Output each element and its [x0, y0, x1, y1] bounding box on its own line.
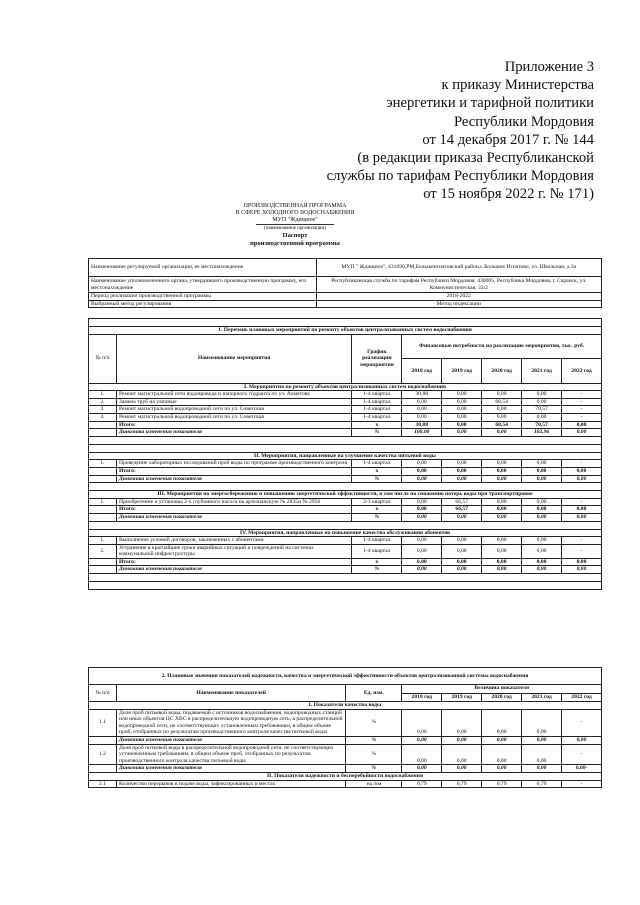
passport-label: Наименование регулируемой организации, ее местонахождение	[89, 259, 317, 277]
col-value: Величина показателя	[402, 685, 602, 694]
organization-caption: (наименование организации)	[264, 226, 326, 231]
value-cell: 0,00	[522, 513, 562, 521]
value-cell: 0,00	[562, 475, 602, 483]
value-cell: 0,00	[522, 544, 562, 558]
value-cell: 0,00	[562, 467, 602, 475]
header-line: от 14 декабря 2017 г. № 144	[422, 131, 594, 148]
value-cell: 0,00	[442, 709, 482, 736]
row-number: 1.	[89, 460, 117, 468]
header-line: от 15 ноября 2022 г. № 171)	[423, 186, 594, 203]
value-cell: 0,79	[482, 780, 522, 788]
value-cell: 0,00	[562, 566, 602, 574]
value-cell: 0,00	[562, 429, 602, 437]
value-cell: 0,00	[482, 406, 522, 414]
value-cell: 68,54	[482, 421, 522, 429]
value-cell: 0,00	[402, 413, 442, 421]
passport-value: Республиканская служба по тарифам Республики Мордовия, 430005, Республика Мордовия, г. Саранск, ул. Коммунистическая, 33/2	[316, 277, 601, 293]
value-cell: 0,00	[482, 544, 522, 558]
value-cell: 0,00	[442, 744, 482, 765]
unit: ед./км	[346, 780, 402, 788]
measure-name: Приобретение и установка 2-х глубинного насоса на артезианскую № 2835и № 2956	[116, 498, 351, 506]
passport-title: Паспорт	[282, 232, 308, 239]
value-cell: 0,00	[482, 413, 522, 421]
dynamics-row	[89, 429, 602, 437]
value-cell: 0,00	[522, 506, 562, 514]
dynamics-label: Динамика изменения показателя	[116, 513, 351, 521]
col-number: № п/п	[89, 334, 117, 383]
value-cell: 0,00	[522, 558, 562, 566]
value-cell: 30,88	[402, 421, 442, 429]
value-cell: 0,00	[522, 391, 562, 399]
dynamics-unit: %	[346, 765, 402, 773]
total-row	[89, 506, 602, 514]
total-label: Итого:	[116, 421, 351, 429]
year-header: 2018 год	[402, 693, 442, 702]
total-unit: х	[352, 421, 402, 429]
value-cell: 0,00	[522, 765, 562, 773]
measure-name: Ремонт магистральной водопроводной сети по ул. Советская	[116, 406, 351, 414]
organization-name: МУП "Ждищное"	[256, 217, 334, 225]
table-row	[89, 460, 602, 468]
value-cell: 0,00	[522, 537, 562, 545]
passport-row	[89, 277, 602, 293]
indicator-name: Количество перерывов в подаче воды, зафиксированных в местах	[116, 780, 345, 788]
value-cell: 0,00	[562, 506, 602, 514]
value-cell: 0,00	[402, 513, 442, 521]
value-cell: 0,00	[442, 544, 482, 558]
total-row	[89, 467, 602, 475]
section-title: IV. Мероприятия, направленные на повышение качества обслуживания абонентов	[89, 529, 602, 537]
value-cell: 0,00	[562, 736, 602, 744]
value-cell: 0,00	[482, 537, 522, 545]
value-cell: 0,00	[482, 506, 522, 514]
section-title: II. Мероприятия, направленные на улучшение качества питьевой воды	[89, 452, 602, 460]
total-label: Итого:	[116, 506, 351, 514]
value-cell: -	[562, 413, 602, 421]
indicators-table	[88, 667, 602, 788]
dynamics-row	[89, 765, 602, 773]
value-cell: 0,00	[482, 429, 522, 437]
value-cell: 0,00	[522, 498, 562, 506]
value-cell: -	[562, 460, 602, 468]
value-cell: 70,57	[522, 406, 562, 414]
value-cell: 0,00	[402, 398, 442, 406]
value-cell: -	[562, 744, 602, 765]
schedule: 1-4 квартал	[352, 537, 402, 545]
value-cell: 0,00	[402, 537, 442, 545]
value-cell: 0,00	[402, 566, 442, 574]
col-schedule: График реализации мероприятия	[352, 334, 402, 383]
value-cell: 0,00	[402, 498, 442, 506]
section-title: III. Мероприятия по энергосбережению и повышению энергетической эффективности, в том числе по снижению потерь воды при транспортировке	[89, 491, 602, 499]
value-cell: 0,00	[482, 736, 522, 744]
part1-title: 1. Перечень плановых мероприятий по ремонту объектов централизованных систем водоснабжения	[89, 327, 602, 335]
schedule: 1-4 квартал	[352, 544, 402, 558]
passport-row	[89, 293, 602, 301]
dynamics-row	[89, 736, 602, 744]
value-cell: -	[562, 537, 602, 545]
value-cell: 0,00	[522, 736, 562, 744]
total-row	[89, 558, 602, 566]
value-cell: 0,00	[442, 467, 482, 475]
year-header: 2020 год	[482, 693, 522, 702]
table-row	[89, 709, 602, 736]
value-cell: 0,00	[522, 709, 562, 736]
dynamics-unit: %	[352, 566, 402, 574]
value-cell: 0,00	[482, 513, 522, 521]
value-cell: 0,00	[482, 498, 522, 506]
schedule: 1-4 квартал	[352, 406, 402, 414]
row-number: 1.1	[89, 709, 117, 736]
value-cell: 0,00	[442, 429, 482, 437]
value-cell: 0,00	[402, 765, 442, 773]
value-cell: 0,00	[522, 398, 562, 406]
header-line: энергетики и тарифной политики	[386, 95, 594, 112]
table-row	[89, 537, 602, 545]
value-cell: 0,00	[402, 709, 442, 736]
value-cell: 0,00	[522, 413, 562, 421]
row-number: 1.	[89, 498, 117, 506]
passport-row	[89, 259, 602, 277]
passport-label: Период реализации производственной программы	[89, 293, 317, 301]
value-cell: 0,00	[482, 467, 522, 475]
value-cell: 0,00	[442, 475, 482, 483]
total-row	[89, 421, 602, 429]
measure-name: Выполнение условий договоров, заключенных с абонентами	[116, 537, 351, 545]
value-cell: 0,00	[402, 467, 442, 475]
value-cell: 0,00-	[562, 765, 602, 773]
value-cell: 0,00	[442, 765, 482, 773]
value-cell: 0,00	[562, 421, 602, 429]
year-header: 2022 год	[562, 359, 602, 384]
col-number: № п/п	[89, 685, 117, 702]
value-cell: 0,00	[482, 558, 522, 566]
col-indicator-name: Наименование показателей	[116, 685, 345, 702]
value-cell: -	[562, 709, 602, 736]
value-cell: -	[562, 391, 602, 399]
value-cell: 0,00	[522, 475, 562, 483]
value-cell: -	[562, 780, 602, 788]
table-row	[89, 780, 602, 788]
passport-label: Выбранный метод регулирования	[89, 300, 317, 308]
row-number: 4.	[89, 413, 117, 421]
table-row	[89, 544, 602, 558]
value-cell: 0,79	[402, 780, 442, 788]
value-cell: -	[562, 398, 602, 406]
value-cell: 0,00	[442, 398, 482, 406]
value-cell: 0,00	[442, 566, 482, 574]
value-cell: 70,57	[522, 421, 562, 429]
value-cell: 0,79	[522, 780, 562, 788]
row-number: 1.	[89, 391, 117, 399]
year-header: 2022 год	[562, 693, 602, 702]
value-cell: 0,00	[442, 406, 482, 414]
value-cell: 0,00	[482, 765, 522, 773]
value-cell: 30,88	[402, 391, 442, 399]
schedule: 1-4 квартал	[352, 413, 402, 421]
value-cell: 0,00	[482, 566, 522, 574]
header-line: Республики Мордовия	[453, 113, 594, 130]
dynamics-unit: %	[352, 513, 402, 521]
measure-name: Замена труб на уличные	[116, 398, 351, 406]
passport-value: МУП " Ждищное", 431690,РМ,Большеигнатовский район,с.Большое Игнатово, ул. Школьная, д.3а	[316, 259, 601, 277]
table-row	[89, 413, 602, 421]
table-row	[89, 406, 602, 414]
year-header: 2019 год	[442, 359, 482, 384]
value-cell: 66,57	[442, 498, 482, 506]
header-line: к приказу Министерства	[441, 77, 594, 94]
dynamics-unit: %	[352, 475, 402, 483]
section-title: I. Мероприятия по ремонту объектов централизованных систем водоснабжения	[89, 383, 602, 391]
header-line: (в редакции приказа Республиканской	[357, 150, 594, 167]
value-cell: 0,00	[402, 558, 442, 566]
unit: %	[346, 709, 402, 736]
value-cell: -	[562, 498, 602, 506]
value-cell: 0,00	[442, 391, 482, 399]
value-cell: 0,00	[562, 558, 602, 566]
row-number: 1.2	[89, 744, 117, 765]
part2-title: 2. Плановые значения показателей надежности, качества и энергетической эффективности объектов централизованной системы водоснабжения	[89, 668, 602, 685]
total-unit: х	[352, 467, 402, 475]
value-cell: 68,54	[482, 398, 522, 406]
passport-value: 2018-2022	[316, 293, 601, 301]
value-cell: 0,00	[442, 736, 482, 744]
section-title: II. Показатели надежности и бесперебойности водоснабжения	[89, 772, 602, 780]
dynamics-unit: %	[346, 736, 402, 744]
unit: %	[346, 744, 402, 765]
passport-label: Наименование уполномоченного органа, утвердившего производственную программу, его местонахождение	[89, 277, 317, 293]
program-title-line: В СФЕРЕ ХОЛОДНОГО ВОДОСНАБЖЕНИЯ	[235, 210, 355, 216]
value-cell: 0,00	[402, 544, 442, 558]
indicator-name: Доля проб питьевой воды, подаваемой с источников водоснабжения, водопроводных станций или иных объектов ЦС ХВС в распределительную водопроводную сеть, в распределительной водопроводной сети, не соответствующих установленным требованиям, в общем объеме проб, отобранных по результатам производственного контроля качества питьевой воды	[116, 709, 345, 736]
value-cell: 0,00	[482, 475, 522, 483]
year-header: 2019 год	[442, 693, 482, 702]
dynamics-label: Динамика изменения показателя	[116, 475, 351, 483]
value-cell: 0,00	[402, 736, 442, 744]
year-header: 2021 год	[522, 693, 562, 702]
dynamics-label: Динамика изменения показателя	[116, 566, 351, 574]
value-cell: 0,00	[522, 744, 562, 765]
measure-name: Ремонт магистральной сети водопровода и напорного гидранта по ул. Ахметова	[116, 391, 351, 399]
value-cell: 0,00	[402, 460, 442, 468]
dynamics-row	[89, 475, 602, 483]
total-unit: х	[352, 506, 402, 514]
row-number: 2.1	[89, 780, 117, 788]
value-cell: 0,00	[402, 506, 442, 514]
table-row	[89, 391, 602, 399]
total-label: Итого:	[116, 558, 351, 566]
row-number: 1.	[89, 537, 117, 545]
value-cell: 0,00	[402, 475, 442, 483]
section-title: I. Показатели качества воды	[89, 702, 602, 710]
value-cell: 0,00	[482, 460, 522, 468]
program-title-line: ПРОИЗВОДСТВЕННАЯ ПРОГРАММА	[243, 203, 347, 209]
passport-row	[89, 300, 602, 308]
passport-subtitle: производственной программы	[250, 240, 340, 247]
appendix-header	[274, 58, 594, 204]
value-cell: 0,00	[442, 413, 482, 421]
value-cell: 0,00	[442, 513, 482, 521]
total-unit: х	[352, 558, 402, 566]
header-line: Приложение 3	[504, 59, 594, 75]
value-cell: 102,96	[522, 429, 562, 437]
value-cell: 0,00	[402, 744, 442, 765]
table-row	[89, 744, 602, 765]
year-header: 2018 год	[402, 359, 442, 384]
measure-name: Ремонт магистральной водопроводной сети по ул. Советская	[116, 413, 351, 421]
table-row	[89, 498, 602, 506]
schedule: 2-3 квартал	[352, 498, 402, 506]
indicator-name: Доля проб питьевой воды в распределительной водопроводной сети, не соответствующих установленным требованиям, в общем объеме проб, отобранных по результатам производственного контроля качества питьевой воды	[116, 744, 345, 765]
value-cell: 100,00	[402, 429, 442, 437]
value-cell: 66,57	[442, 506, 482, 514]
value-cell: 0,00	[442, 537, 482, 545]
measure-name: Устранение в кратчайшие сроки аварийных ситуаций и повреждений на системах коммунальной инфраструктуры	[116, 544, 351, 558]
col-unit: Ед. изм.	[346, 685, 402, 702]
dynamics-label: Динамика изменения показателя	[116, 736, 345, 744]
year-header: 2021 год	[522, 359, 562, 384]
value-cell: 0,00	[482, 391, 522, 399]
dynamics-unit: %	[352, 429, 402, 437]
value-cell: 0,00	[442, 460, 482, 468]
passport-value: Метод индексации	[316, 300, 601, 308]
passport-table	[88, 258, 602, 308]
schedule: 1-4 квартал	[352, 391, 402, 399]
value-cell: 0,00	[522, 467, 562, 475]
value-cell: -	[562, 406, 602, 414]
value-cell: -	[562, 544, 602, 558]
dynamics-row	[89, 513, 602, 521]
header-line: службы по тарифам Республики Мордовия	[326, 168, 594, 185]
schedule: 1-4 квартал	[352, 460, 402, 468]
value-cell: 0,00	[442, 558, 482, 566]
col-measure-name: Наименование мероприятия	[116, 334, 351, 383]
row-number: 2.	[89, 398, 117, 406]
value-cell: 0,00	[522, 566, 562, 574]
year-header: 2020 год	[482, 359, 522, 384]
program-title	[90, 203, 500, 248]
row-number: 2.	[89, 544, 117, 558]
col-financial: Финансовые потребности на реализацию мероприятия, тыс. руб.	[402, 334, 602, 359]
repair-measures-table	[88, 318, 602, 590]
value-cell: 0,00	[562, 513, 602, 521]
value-cell: 0,00	[482, 744, 522, 765]
value-cell: 0,79	[442, 780, 482, 788]
dynamics-label: Динамика изменения показателя	[116, 765, 345, 773]
dynamics-label: Динамика изменения показателя	[116, 429, 351, 437]
total-label: Итого:	[116, 467, 351, 475]
value-cell: 0,00	[402, 406, 442, 414]
measure-name: Проведение лабораторных исследований проб воды по программе производственного контроля	[116, 460, 351, 468]
schedule: 1-4 квартал	[352, 398, 402, 406]
dynamics-row	[89, 566, 602, 574]
value-cell: 0,00	[522, 460, 562, 468]
table-row	[89, 398, 602, 406]
value-cell: 0,00	[482, 709, 522, 736]
value-cell: 0,00	[442, 421, 482, 429]
row-number: 3.	[89, 406, 117, 414]
